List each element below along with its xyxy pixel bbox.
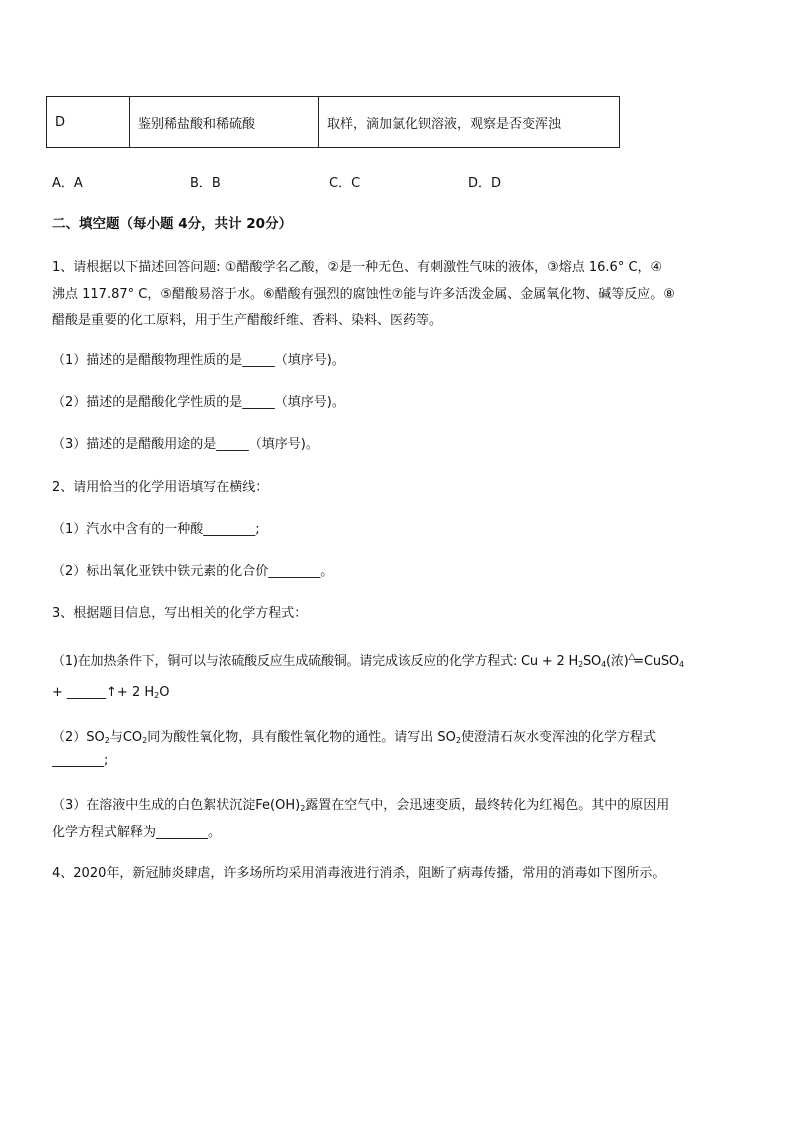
q3-sub-2-part-a: （2）SO	[52, 730, 105, 745]
q3-sub-1-line-2-text: + ______↑+ 2 H	[52, 685, 155, 700]
choice-d: D．D	[468, 176, 502, 191]
q2-title: 2、请用恰当的化学用语填写在横线：	[52, 480, 269, 495]
q3-sub-2-part-d: 使澄清石灰水变浑浊的化学方程式	[460, 730, 656, 745]
choice-b: B．B	[190, 176, 221, 191]
q3-sub-3-line-2: 化学方程式解释为________。	[52, 825, 222, 840]
q1-line-1: 1、请根据以下描述回答问题: ①醋酸学名乙酸，②是一种无色、有刺激性气味的液体，③熔点 16.6° C，④	[52, 260, 663, 275]
q1-line-2: 沸点 117.87° C，⑤醋酸易溶于水。⑥醋酸有强烈的腐蚀性⑦能与许多活泼金属、金属氧化物、碱等反应。⑧	[52, 287, 675, 302]
experiment-purpose-cell: 鉴别稀盐酸和稀硫酸	[130, 97, 319, 148]
q3-sub-2-part-c: 同为酸性氧化物，具有酸性氧化物的通性。请写出 SO	[147, 730, 456, 745]
q1-sub-2: （2）描述的是醋酸化学性质的是_____（填序号)。	[52, 395, 345, 410]
q1-line-3: 醋酸是重要的化工原料，用于生产醋酸纤维、香料、染料、医药等。	[52, 313, 443, 328]
q3-sub-2-part-b: 与CO	[109, 730, 143, 745]
section-title: 二、填空题（每小题 4分，共计 20分）	[52, 216, 293, 232]
q3-sub-3-part-b: 露置在空气中，会迅速变质，最终转化为红褐色。其中的原因用	[305, 798, 670, 813]
q3-sub-1-text: （1)在加热条件下，铜可以与浓硫酸反应生成硫酸铜。请完成该反应的化学方程式: Cu + 2 H	[52, 654, 579, 669]
q3-sub-3: （3）在溶液中生成的白色絮状沉淀$Fe(OH)_2$露置在空气中，会迅速变质，最终转化为红褐色。其中的原因用	[52, 798, 670, 813]
q3-sub-2-line-2: ________;	[52, 753, 109, 768]
option-letter-cell: D	[47, 97, 130, 148]
q1-sub-3: （3）描述的是醋酸用途的是_____（填序号)。	[52, 437, 319, 452]
q3-sub-1: （1)在加热条件下，铜可以与浓硫酸反应生成硫酸铜。请完成该反应的化学方程式: Cu + 2 $H_2SO_4$(浓)△=CuSO$_4$	[52, 652, 684, 669]
choice-c: C．C	[329, 176, 361, 191]
q3-sub-1-line-2: + ______↑+ 2 $H_2O$	[52, 685, 170, 700]
q3-title: 3、根据题目信息，写出相关的化学方程式：	[52, 606, 308, 621]
table-row	[47, 97, 620, 148]
choice-a: A．A	[52, 176, 83, 191]
q4-line-1: 4、2020年，新冠肺炎肆虐，许多场所均采用消毒液进行消杀，阻断了病毒传播，常用的消毒如下图所示。	[52, 866, 666, 881]
experiment-method-cell: 取样，滴加氯化钡溶液，观察是否变浑浊	[319, 97, 620, 148]
q1-sub-1: （1）描述的是醋酸物理性质的是_____（填序号)。	[52, 353, 345, 368]
q3-sub-3-part-a: （3）在溶液中生成的白色絮状沉淀Fe(OH)	[52, 798, 301, 813]
q2-sub-2: （2）标出氧化亚铁中铁元素的化合价________。	[52, 564, 334, 579]
option-table	[46, 96, 620, 148]
q2-sub-1: （1）汽水中含有的一种酸________;	[52, 522, 260, 537]
q3-sub-2: $(2)SO_2$与$CO_2$同为酸性氧化物，具有酸性氧化物的通性。请写出 $SO_2$使澄清石灰水变浑浊的化学方程式	[52, 730, 656, 745]
